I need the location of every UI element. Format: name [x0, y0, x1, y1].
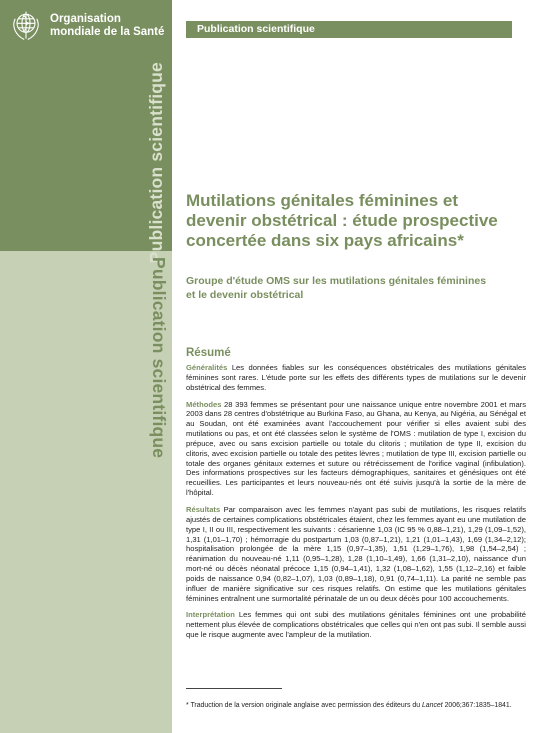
abstract-section-results	[186, 505, 526, 603]
section-text-methods: 28 393 femmes se présentant pour une naissance unique entre novembre 2001 et mars 2003 dans 28 centres d'obstétrique au Burkina Faso, au Ghana, au Kenya, au Nigéria, au Sénégal et au Soudan, ont été examinées avant l'accouchement pour vérifier si elles avaient subi des mutilations ou pas, et ont été classées selon le système de l'OMS : mutilation de type I, excision du prépuce, avec ou sans excision partielle ou totale du clitoris ; mutilation de type II, excision du clitoris, avec excision partielle ou totale des petites lèvres ; mutilation de type III, excision partielle ou totale des organes génitaux externes et suture ou rétrécissement de l'orifice vaginal (infibulation). Des informations prospectives sur les facteurs démographiques, sanitaires et génésiques ont été recueillies. Les participantes et leurs nouveau-nés ont été suivis jusqu'à la sortie de la mère de l'hôpital.	[186, 399, 526, 498]
section-text-results: Par comparaison avec les femmes n'ayant pas subi de mutilations, les risques relatifs ajustés de certaines complications obstétricales étaient, chez les femmes ayant eu une mutilation de type I, II ou III, respectivement les suivants : césarienne 1,03 (IC 95 % 0,88–1,21), 1,29 (1,09–1,52), 1,31 (1,01–1,70) ; hémorragie du postpartum 1,03 (0,87–1,21), 1,21 (1,01–1,43), 1,69 (1,34–2,12); hospitalisation prolongée de la mère 1,15 (0,97–1,35), 1,51 (1,29–1,76), 1,98 (1,54–2,54) ; réanimation du nouveau-né 1,11 (0,95–1,28), 1,28 (1,10–1,49), 1,66 (1,31–2,10), naissance d'un mort-né ou décès néonatal précoce 1,15 (0,94–1,41), 1,32 (1,08–1,62), 1,55 (1,12–2,16) et faible poids de naissance 0,94 (0,82–1,07), 1,03 (0,89–1,18), 0,91 (0,74–1,11). La parité ne semble pas influer de manière significative sur ces risques relatifs. On estime que les mutilations génitales féminines entraînent une surmortalité périnatale de un ou deux décès pour 100 accouchements.	[186, 504, 526, 603]
abstract-section-background	[186, 363, 526, 393]
organization-name	[50, 13, 164, 39]
footnote-text: * Traduction de la version originale anglaise avec permission des éditeurs du	[186, 702, 422, 709]
article-title	[186, 191, 526, 251]
section-label-background: Généralités	[186, 363, 228, 372]
vertical-label-bottom: Publication scientifique	[149, 257, 169, 459]
article-authors	[186, 275, 526, 302]
section-label-results: Résultats	[186, 504, 221, 514]
organization-name-line2: mondiale de la Santé	[50, 26, 165, 38]
abstract-heading: Résumé	[186, 347, 231, 359]
abstract-section-methods	[186, 400, 526, 498]
article-title-line3: concertée dans six pays africains*	[186, 231, 464, 250]
article-authors-line2: et le devenir obstétrical	[186, 288, 304, 301]
sidebar-bottom-band	[0, 251, 172, 733]
vertical-label-top: Publication scientifique	[146, 62, 166, 264]
footnote-journal: Lancet	[421, 702, 443, 709]
section-label-methods: Méthodes	[186, 399, 222, 409]
article-title-line1: Mutilations génitales féminines et	[186, 191, 459, 210]
section-label: Publication scientifique	[197, 23, 315, 35]
organization-logo	[8, 8, 164, 44]
abstract-body	[186, 363, 526, 647]
section-text-background: Les données fiables sur les conséquences obstétricales des mutilations génitales féminines sont rares. L'étude porte sur les effets des différents types de mutilations sur le devenir obstétrical des femmes.	[186, 363, 526, 392]
section-label-interpretation: Interprétation	[186, 610, 235, 620]
who-emblem-icon	[8, 8, 44, 44]
footnote-citation: 2006;367:1835–1841.	[442, 702, 512, 709]
article-authors-line1: Groupe d'étude OMS sur les mutilations génitales féminines	[186, 275, 487, 287]
section-text-interpretation: Les femmes qui ont subi des mutilations génitales féminines ont une probabilité nettement plus élevée de complications obstétricales que celles qui n'en ont pas subi. Il semble aussi que le risque augmente avec l'ampleur de la mutilation.	[186, 610, 526, 640]
article-title-line2: devenir obstétrical : étude prospective	[186, 211, 498, 230]
sidebar	[0, 0, 172, 733]
footnote	[186, 701, 531, 710]
footnote-divider	[186, 688, 282, 689]
organization-name-line1: Organisation	[50, 13, 121, 25]
abstract-section-interpretation	[186, 610, 526, 640]
